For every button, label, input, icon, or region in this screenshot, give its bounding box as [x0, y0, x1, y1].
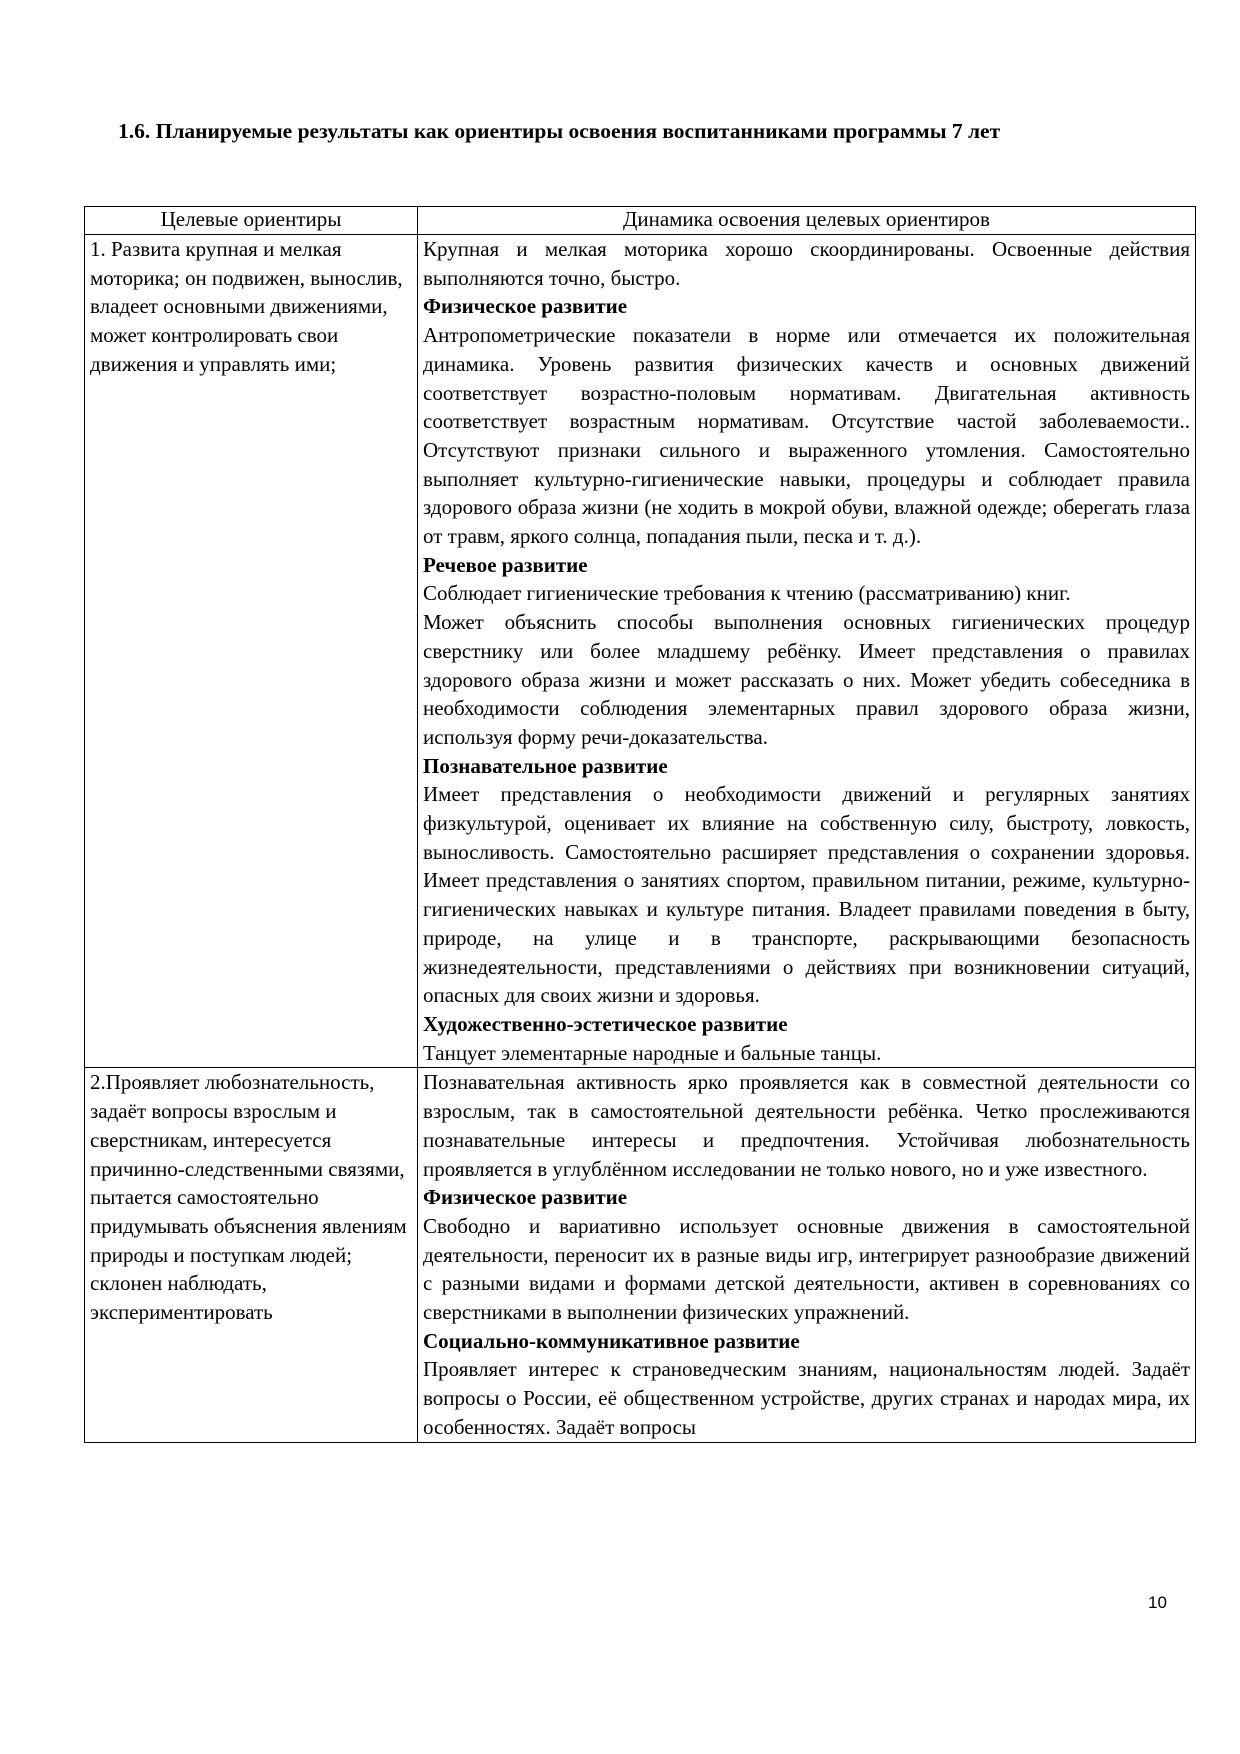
- paragraph: Проявляет интерес к страноведческим знаниям, национальностям людей. Задаёт вопросы о России, её общественном устройстве, других странах и народах мира, их особенностях. Задаёт вопросы: [423, 1357, 1190, 1439]
- paragraph: Имеет представления о необходимости движений и регулярных занятиях физкультурой, оценивает их влияние на собственную силу, быстроту, ловкость, выносливость. Самостоятельно расширяет представления о сохранении здоровья. Имеет представления о занятиях спортом, правильном питании, режиме, культурно-гигиенических навыках и культуре питания. Владеет правилами поведения в быту, природе, на улице и в транспорте, раскрывающими безопасность жизнедеятельности, представлениями о действиях при возникновении ситуаций, опасных для своих жизни и здоровья.: [423, 782, 1190, 1008]
- page-heading: 1.6. Планируемые результаты как ориентиры освоения воспитанниками программы 7 лет: [118, 119, 1001, 143]
- paragraph: Антропометрические показатели в норме или отмечается их положительная динамика. Уровень развития физических качеств и основных движений соответствует возрастно-половым нормативам. Двигательная активность соответствует возрастным нормативам. Отсутствие частой заболеваемости.. Отсутствуют признаки сильного и выраженного утомления. Самостоятельно выполняет культурно-гигиенические навыки, процедуры и соблюдает правила здорового образа жизни (не ходить в мокрой обуви, влажной одежде; оберегать глаза от травм, яркого солнца, попадания пыли, песка и т. д.).: [423, 323, 1190, 549]
- paragraph: Соблюдает гигиенические требования к чтению (рассматриванию) книг.: [423, 581, 1071, 606]
- page-number: 10: [1148, 1593, 1167, 1612]
- dynamics-cell: [418, 1068, 1196, 1442]
- target-cell: 1. Развита крупная и мелкая моторика; он подвижен, вынослив, владеет основными движениями, может контролировать свои движения и управлять ими;: [85, 235, 418, 1068]
- table-row: [85, 1068, 1196, 1442]
- section-title: Речевое развитие: [423, 552, 588, 577]
- paragraph: Свободно и вариативно использует основные движения в самостоятельной деятельности, переносит их в разные виды игр, интегрирует разнообразие движений с разными видами и формами детской деятельности, активен в соревнованиях со сверстниками в выполнении физических упражнений.: [423, 1213, 1190, 1325]
- section-title: Познавательное развитие: [423, 753, 668, 778]
- table-header-row: [85, 207, 1196, 235]
- paragraph: Крупная и мелкая моторика хорошо скоординированы. Освоенные действия выполняются точно, быстро.: [423, 237, 1190, 290]
- paragraph: Может объяснить способы выполнения основных гигиенических процедур сверстнику или более младшему ребёнку. Имеет представления о правилах здорового образа жизни и может рассказать о них. Может убедить собеседника в необходимости соблюдения элементарных правил здорового образа жизни, используя форму речи-доказательства.: [423, 610, 1190, 749]
- dynamics-cell: [418, 235, 1196, 1068]
- column-header-targets: Целевые ориентиры: [85, 207, 418, 235]
- section-title: Социально-коммуникативное развитие: [423, 1328, 800, 1353]
- target-cell: 2.Проявляет любознательность, задаёт вопросы взрослым и сверстникам, интересуется причинно-следственными связями, пытается самостоятельно придумывать объяснения явлениям природы и поступкам людей; склонен наблюдать, экспериментировать: [85, 1068, 418, 1442]
- paragraph: Танцует элементарные народные и бальные танцы.: [423, 1040, 882, 1065]
- targets-table: [84, 206, 1196, 1443]
- section-title: Художественно-эстетическое развитие: [423, 1011, 788, 1036]
- section-title: Физическое развитие: [423, 1185, 628, 1210]
- table-row: [85, 235, 1196, 1068]
- column-header-dynamics: Динамика освоения целевых ориентиров: [418, 207, 1196, 235]
- paragraph: Познавательная активность ярко проявляется как в совместной деятельности со взрослым, так в самостоятельной деятельности ребёнка. Четко прослеживаются познавательные интересы и предпочтения. Устойчивая любознательность проявляется в углублённом исследовании не только нового, но и уже известного.: [423, 1070, 1190, 1181]
- section-title: Физическое развитие: [423, 294, 628, 319]
